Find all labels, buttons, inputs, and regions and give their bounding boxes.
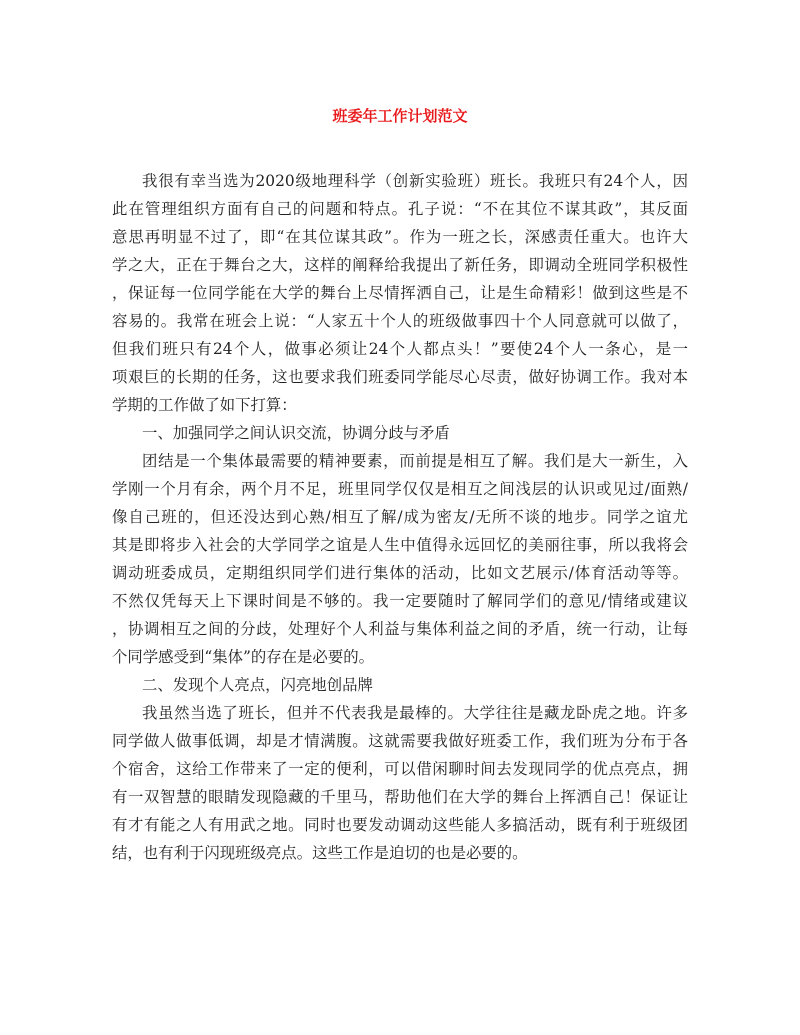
paragraph-3-line-4: 有一双智慧的眼睛发现隐藏的千里马，帮助他们在大学的舞台上挥洒自己！保证让 [112,788,688,806]
paragraph-1-line-9: 学期的工作做了如下打算： [112,396,297,414]
document-title: 班委年工作计划范文 [332,107,468,125]
paragraph-3-line-2: 同学做人做事低调，却是才情满腹。这就需要我做好班委工作，我们班为分布于各 [112,732,688,750]
paragraph-3-line-1: 我虽然当选了班长，但并不代表我是最棒的。大学往往是藏龙卧虎之地。许多 [142,704,688,722]
section-heading-1: 一、加强同学之间认识交流，协调分歧与矛盾 [142,424,450,442]
paragraph-1-line-8: 项艰巨的长期的任务，这也要求我们班委同学能尽心尽责，做好协调工作。我对本 [112,368,688,386]
paragraph-2-line-5: 调动班委成员，定期组织同学们进行集体的活动，比如文艺展示/体育活动等等。 [112,564,688,582]
paragraph-2-line-4: 其是即将步入社会的大学同学之谊是人生中值得永远回忆的美丽往事，所以我将会 [112,536,688,554]
paragraph-1-line-1: 我很有幸当选为2020级地理科学（创新实验班）班长。我班只有24个人，因 [142,172,688,190]
paragraph-3-line-5: 有才有能之人有用武之地。同时也要发动调动这些能人多搞活动，既有利于班级团 [112,816,688,834]
paragraph-1-line-5: ，保证每一位同学能在大学的舞台上尽情挥洒自己，让是生命精彩！做到这些是不 [112,284,688,302]
paragraph-2-line-1: 团结是一个集体最需要的精神要素，而前提是相互了解。我们是大一新生，入 [142,452,688,470]
paragraph-1-line-3: 意思再明显不过了，即“在其位谋其政”。作为一班之长，深感责任重大。也许大 [112,228,688,246]
paragraph-1-line-6: 容易的。我常在班会上说：“人家五十个人的班级做事四十个人同意就可以做了， [112,312,688,330]
paragraph-2-line-2: 学刚一个月有余，两个月不足，班里同学仅仅是相互之间浅层的认识或见过/面熟/ [112,480,688,498]
paragraph-1-line-2: 此在管理组织方面有自己的问题和特点。孔子说：“不在其位不谋其政”，其反面 [112,200,688,218]
paragraph-3-line-6: 结，也有利于闪现班级亮点。这些工作是迫切的也是必要的。 [112,844,528,862]
paragraph-2-line-6: 不然仅凭每天上下课时间是不够的。我一定要随时了解同学们的意见/情绪或建议 [112,592,688,610]
paragraph-2-line-7: ，协调相互之间的分歧，处理好个人利益与集体利益之间的矛盾，统一行动，让每 [112,620,688,638]
paragraph-1-line-4: 学之大，正在于舞台之大，这样的阐释给我提出了新任务，即调动全班同学积极性 [112,256,688,274]
section-heading-2: 二、发现个人亮点，闪亮地创品牌 [142,676,373,694]
paragraph-1-line-7: 但我们班只有24个人，做事必须让24个人都点头！”要使24个人一条心，是一 [112,340,688,358]
paragraph-2-line-3: 像自己班的，但还没达到心熟/相互了解/成为密友/无所不谈的地步。同学之谊尤 [112,508,688,526]
paragraph-3-line-3: 个宿舍，这给工作带来了一定的便利，可以借闲聊时间去发现同学的优点亮点，拥 [112,760,688,778]
paragraph-2-line-8: 个同学感受到“集体”的存在是必要的。 [112,648,374,666]
